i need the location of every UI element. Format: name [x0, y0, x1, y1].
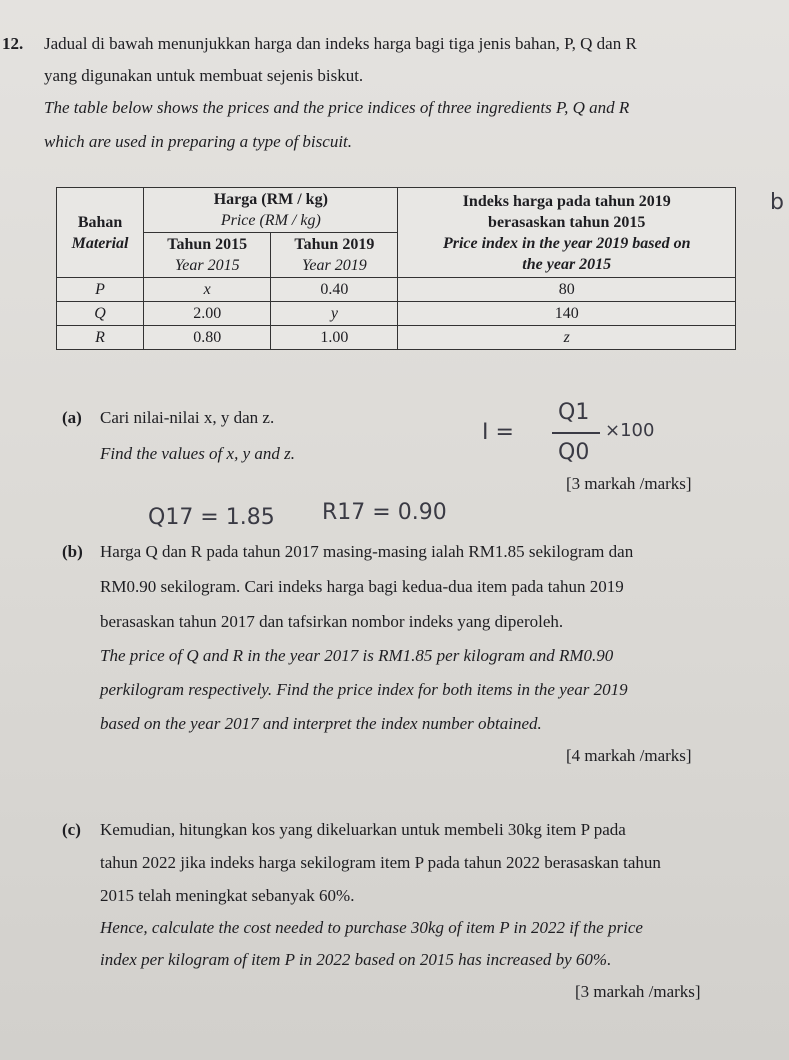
h-index-en2: the year 2015 [522, 255, 612, 273]
cell-material: Q [57, 302, 144, 326]
part-b-ms3: berasaskan tahun 2017 dan tafsirkan nombor indeks yang diperoleh. [100, 612, 564, 631]
handwritten-b: b [770, 190, 784, 215]
cell-index: 140 [398, 302, 736, 326]
part-c-ms1: Kemudian, hitungkan kos yang dikeluarkan untuk membeli 30kg item P pada [100, 820, 626, 839]
cell-material: P [57, 278, 144, 302]
question-en-line1: The table below shows the prices and the price indices of three ingredients P, Q and R [44, 98, 630, 117]
h-index-ms1: Indeks harga pada tahun 2019 [462, 192, 671, 210]
handwritten-formula-lhs: I = [482, 420, 514, 445]
cell-index: 80 [398, 278, 736, 302]
part-c-ms2: tahun 2022 jika indeks harga sekilogram item P pada tahun 2022 berasaskan tahun [100, 853, 661, 872]
h-2019-en: Year 2019 [302, 257, 367, 274]
part-c-en1: Hence, calculate the cost needed to purchase 30kg of item P in 2022 if the price [100, 918, 643, 937]
h-material-en: Material [71, 234, 129, 252]
h-price-ms: Harga (RM / kg) [213, 191, 328, 208]
question-ms-line1: Jadual di bawah menunjukkan harga dan indeks harga bagi tiga jenis bahan, P, Q dan R [44, 34, 637, 53]
handwritten-formula-den: Q0 [558, 440, 590, 465]
table-row [57, 302, 736, 326]
h-2015-ms: Tahun 2015 [167, 236, 248, 253]
part-b-marks: [4 markah /marks] [566, 746, 692, 765]
h-2019-ms: Tahun 2019 [294, 236, 375, 253]
h-index-en1: Price index in the year 2019 based on [442, 234, 691, 252]
cell-price-2015: x [144, 278, 271, 302]
h-material-ms: Bahan [77, 213, 123, 231]
cell-index: z [398, 326, 736, 350]
part-b-en3: based on the year 2017 and interpret the index number obtained. [100, 714, 542, 733]
part-b-en2: perkilogram respectively. Find the price index for both items in the year 2019 [100, 680, 628, 699]
table-row [57, 278, 736, 302]
part-b-en1: The price of Q and R in the year 2017 is RM1.85 per kilogram and RM0.90 [100, 646, 614, 665]
part-a-marks: [3 markah /marks] [566, 474, 692, 493]
part-a-label: (a) [62, 408, 82, 427]
part-b-ms1: Harga Q dan R pada tahun 2017 masing-masing ialah RM1.85 sekilogram dan [100, 542, 634, 561]
cell-price-2015: 0.80 [144, 326, 271, 350]
part-a-ms: Cari nilai-nilai x, y dan z. [100, 408, 275, 427]
h-index-ms2: berasaskan tahun 2015 [488, 213, 646, 231]
handwritten-r17: R17 = 0.90 [322, 500, 447, 525]
h-price-en: Price (RM / kg) [220, 212, 321, 229]
table-row [57, 326, 736, 350]
handwritten-formula-num: Q1 [558, 400, 590, 425]
handwritten-formula-mult: ×100 [605, 420, 655, 441]
question-en-line2: which are used in preparing a type of biscuit. [44, 132, 353, 151]
handwritten-q17: Q17 = 1.85 [148, 505, 275, 530]
part-b-label: (b) [62, 542, 83, 561]
part-b-ms2: RM0.90 sekilogram. Cari indeks harga bagi kedua-dua item pada tahun 2019 [100, 577, 624, 596]
part-c-ms3: 2015 telah meningkat sebanyak 60%. [100, 886, 355, 905]
part-a-en: Find the values of x, y and z. [100, 444, 295, 463]
cell-material: R [57, 326, 144, 350]
cell-price-2019: 0.40 [271, 278, 398, 302]
question-number: 12. [2, 34, 24, 53]
h-2015-en: Year 2015 [174, 257, 240, 274]
cell-price-2019: y [271, 302, 398, 326]
question-ms-line2: yang digunakan untuk membuat sejenis biskut. [44, 66, 364, 85]
cell-price-2019: 1.00 [271, 326, 398, 350]
part-c-en2: index per kilogram of item P in 2022 based on 2015 has increased by 60%. [100, 950, 612, 969]
handwritten-fraction-bar [552, 432, 600, 434]
price-table [56, 187, 736, 350]
part-c-label: (c) [62, 820, 81, 839]
cell-price-2015: 2.00 [144, 302, 271, 326]
part-c-marks: [3 markah /marks] [575, 982, 701, 1001]
